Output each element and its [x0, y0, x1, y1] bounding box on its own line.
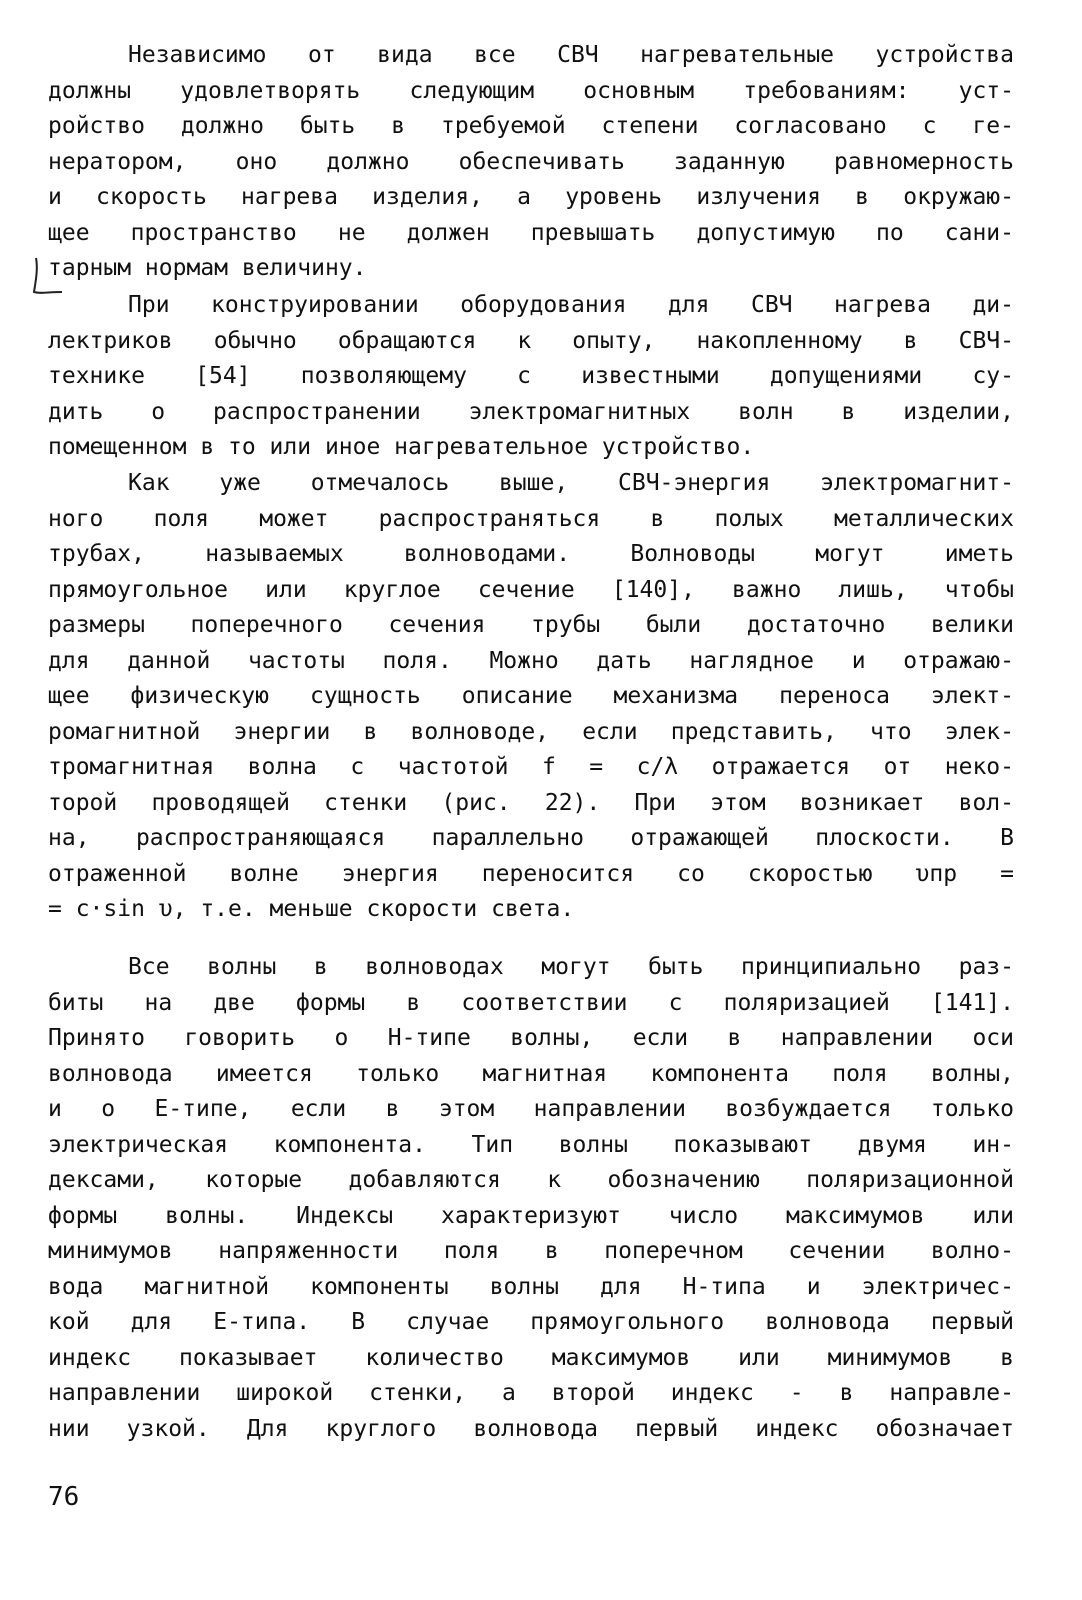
text-line: минимумов напряженности поля в поперечном сечении волно- — [48, 1238, 1014, 1264]
text-line: формы волны. Индексы характеризуют число максимумов или — [48, 1202, 1014, 1229]
text-line: прямоугольное или круглое сечение [140], важно лишь, чтобы — [48, 576, 1014, 603]
text-line: = c·sin υ, т.е. меньше скорости света. — [48, 896, 575, 922]
text-line: нии узкой. Для круглого волновода первый индекс обозначает — [48, 1415, 1014, 1442]
text-line: вода магнитной компоненты волны для Н-типа и электричес- — [48, 1273, 1014, 1300]
text-line: дить о распространении электромагнитных волн в изделии, — [48, 398, 1014, 425]
text-line: торой проводящей стенки (рис. 22). При этом возникает вол- — [48, 789, 1014, 816]
text-line: электрическая компонента. Тип волны показывают двумя ин- — [48, 1131, 1014, 1158]
text-line: ромагнитной энергии в волноводе, если представить, что элек- — [48, 718, 1014, 745]
text-line: помещенном в то или иное нагревательное устройство. — [48, 434, 755, 460]
text-line: щее пространство не должен превышать допустимую по сани- — [48, 219, 1014, 246]
text-line: Независимо от вида все СВЧ нагревательные устройства — [128, 42, 1014, 68]
text-line: ройство должно быть в требуемой степени согласовано с ге- — [48, 113, 1014, 139]
text-line: биты на две формы в соответствии с поляризацией [141]. — [48, 989, 1014, 1016]
text-line: и скорость нагрева изделия, а уровень излучения в окружаю- — [48, 184, 1014, 210]
text-line: волновода имеется только магнитная компонента поля волны, — [48, 1060, 1014, 1087]
paragraph — [48, 466, 1014, 928]
text-line: и о Е-типе, если в этом направлении возбуждается только — [48, 1096, 1014, 1122]
paragraph — [48, 38, 1014, 287]
text-line: Все волны в волноводах могут быть принципиально раз- — [128, 954, 1014, 980]
text-line: ного поля может распространяться в полых металлических — [48, 505, 1014, 532]
text-line: При конструировании оборудования для СВЧ нагрева ди- — [128, 292, 1014, 318]
text-line: тромагнитная волна с частотой f = c/λ отражается от неко- — [48, 754, 1014, 780]
text-line: технике [54] позволяющему с известными допущениями су- — [48, 363, 1014, 389]
text-line: тарным нормам величину. — [48, 255, 367, 281]
page-number: 76 — [48, 1482, 80, 1512]
text-line: размеры поперечного сечения трубы были достаточно велики — [48, 612, 1014, 638]
text-line: направлении широкой стенки, а второй индекс - в направле- — [48, 1380, 1014, 1406]
text-line: дексами, которые добавляются к обозначению поляризационной — [48, 1167, 1014, 1193]
text-line: индекс показывает количество максимумов или минимумов в — [48, 1344, 1014, 1371]
text-line: на, распространяющаяся параллельно отражающей плоскости. В — [48, 825, 1014, 851]
text-line: щее физическую сущность описание механизма переноса элект- — [48, 683, 1014, 709]
text-line: Принято говорить о Н-типе волны, если в направлении оси — [48, 1025, 1014, 1051]
paragraph — [48, 950, 1014, 1447]
text-line: трубах, называемых волноводами. Волноводы могут иметь — [48, 541, 1014, 567]
text-line: для данной частоты поля. Можно дать наглядное и отражаю- — [48, 647, 1014, 674]
text-line: кой для Е-типа. В случае прямоугольного волновода первый — [48, 1309, 1014, 1335]
text-line: Как уже отмечалось выше, СВЧ-энергия электромагнит- — [128, 470, 1014, 496]
text-line: нератором, оно должно обеспечивать заданную равномерность — [48, 148, 1014, 175]
text-line: лектриков обычно обращаются к опыту, накопленному в СВЧ- — [48, 327, 1014, 354]
text-line: должны удовлетворять следующим основным требованиям: уст- — [48, 77, 1014, 104]
text-line: отраженной волне энергия переносится со скоростью υпр = — [48, 860, 1014, 887]
paragraph — [48, 288, 1014, 466]
